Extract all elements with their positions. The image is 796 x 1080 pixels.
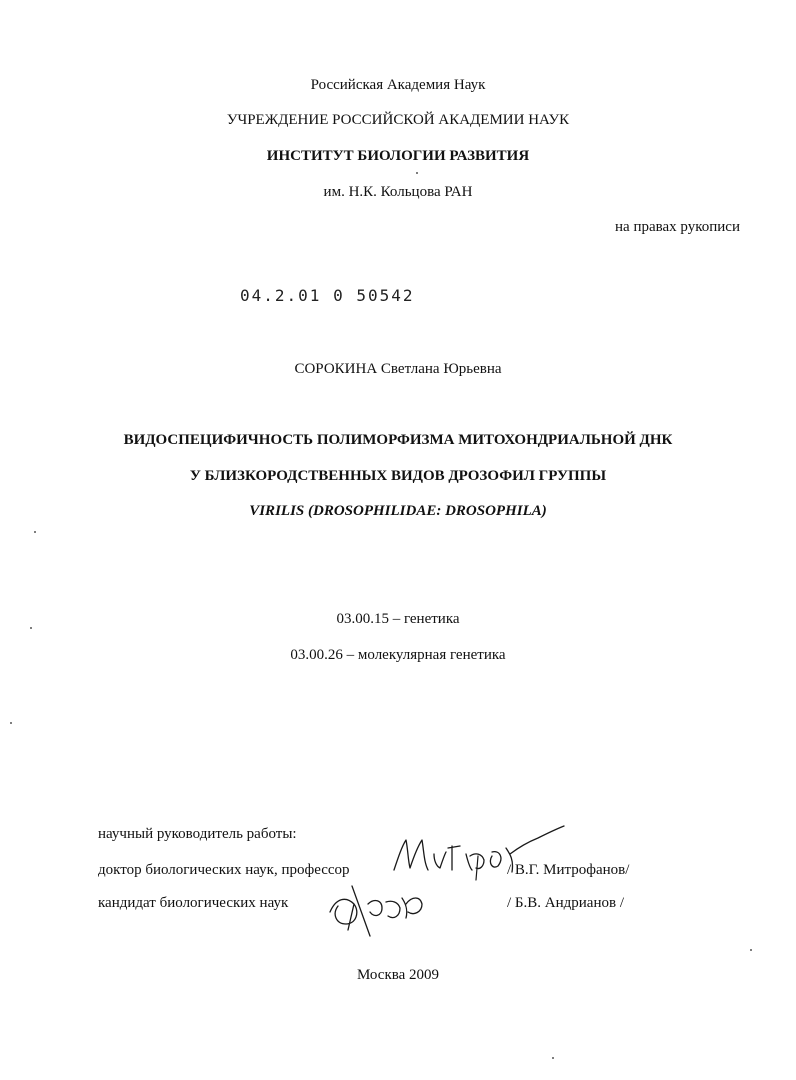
signature-mitrofanov (388, 812, 568, 882)
thesis-title-line2: У БЛИЗКОРОДСТВЕННЫХ ВИДОВ ДРОЗОФИЛ ГРУППЫ (189, 468, 607, 484)
scan-speck (34, 531, 36, 533)
institute-honorific: им. Н.К. Кольцова РАН (323, 184, 473, 200)
signature-andrianov (326, 876, 426, 940)
institute-name: ИНСТИТУТ БИОЛОГИИ РАЗВИТИЯ (266, 148, 530, 164)
institution-name: УЧРЕЖДЕНИЕ РОССИЙСКОЙ АКАДЕМИИ НАУК (226, 112, 570, 128)
scan-speck (416, 172, 418, 174)
author-name: СОРОКИНА Светлана Юрьевна (294, 361, 502, 377)
thesis-title-line1: ВИДОСПЕЦИФИЧНОСТЬ ПОЛИМОРФИЗМА МИТОХОНДРИАЛЬНОЙ ДНК (123, 432, 673, 448)
scan-speck (30, 627, 32, 629)
manuscript-note: на правах рукописи (615, 219, 740, 235)
scan-speck (750, 949, 752, 951)
supervisor-name-first: / В.Г. Митрофанов/ (507, 862, 630, 878)
supervisor-degree-first: доктор биологических наук, профессор (98, 862, 350, 878)
specialty-genetics: 03.00.15 – генетика (336, 611, 460, 627)
supervisor-name-second: / Б.В. Андрианов / (507, 895, 624, 911)
registration-stamp: 04.2.01 0 50542 (240, 286, 415, 305)
specialty-molecular-genetics: 03.00.26 – молекулярная генетика (290, 647, 506, 663)
academy-name: Российская Академия Наук (310, 77, 486, 93)
thesis-title-line3: VIRILIS (DROSOPHILIDAE: DROSOPHILA) (249, 503, 547, 519)
place-year: Москва 2009 (356, 967, 440, 983)
scan-speck (552, 1057, 554, 1059)
supervisor-heading: научный руководитель работы: (98, 826, 297, 842)
scan-speck (10, 722, 12, 724)
supervisor-degree-second: кандидат биологических наук (98, 895, 289, 911)
